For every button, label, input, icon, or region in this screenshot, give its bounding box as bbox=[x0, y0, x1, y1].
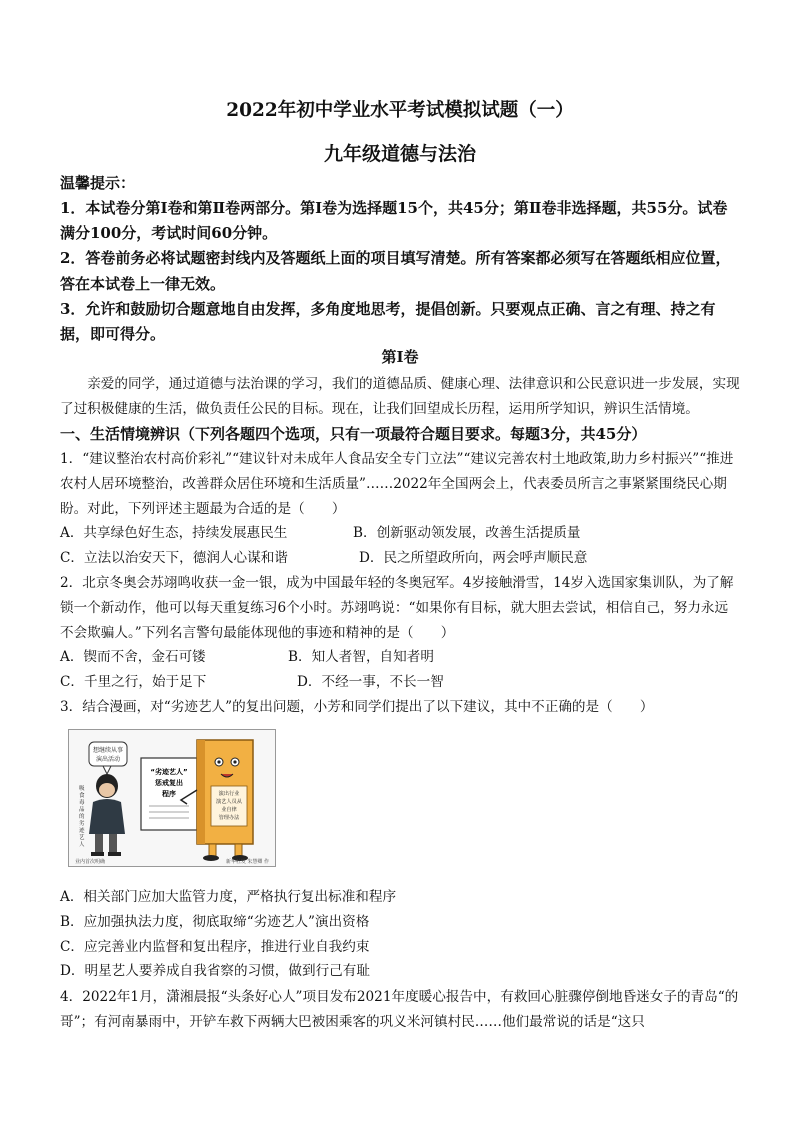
option-a: A．共享绿色好生态，持续发展惠民生 bbox=[60, 525, 288, 541]
doc-title-line3: 程序 bbox=[162, 790, 176, 798]
tips-heading: 温馨提示： bbox=[60, 174, 136, 192]
question-3-stem: 3．结合漫画，对“劣迹艺人”的复出问题，小芳和同学们提出了以下建议，其中不正确的是（ ） bbox=[60, 699, 654, 715]
side-label-1: 吸 bbox=[79, 786, 85, 792]
question-3-options bbox=[60, 885, 740, 984]
volume-title: 第Ⅰ卷 bbox=[381, 348, 419, 366]
option-b: B．知人者智，自知者明 bbox=[288, 649, 434, 665]
question-2-options bbox=[60, 645, 740, 694]
option-d: D．民之所望政所向，两会呼声顺民意 bbox=[359, 549, 588, 566]
book-text-line4: 管理办法 bbox=[218, 815, 240, 821]
book-text-line3: 业自律 bbox=[221, 807, 237, 813]
option-b: B．应加强执法力度，彻底取缔“劣迹艺人”演出资格 bbox=[60, 913, 370, 930]
side-label-8: 艺 bbox=[79, 835, 85, 841]
option-d: D．不经一事，不长一智 bbox=[297, 673, 444, 690]
option-c: C．立法以治安天下，德润人心谋和谐 bbox=[60, 549, 288, 566]
bubble-text-line1: 想继续从事 bbox=[92, 747, 124, 754]
doc-title-line1: “劣迹艺人” bbox=[150, 768, 188, 776]
side-label-2: 食 bbox=[79, 793, 85, 799]
side-label-7: 迹 bbox=[79, 828, 85, 834]
side-label-9: 人 bbox=[79, 842, 85, 848]
caption-left: 业内首次明确 bbox=[75, 859, 106, 865]
caption-right: 新华社发 朱慧卿 作 bbox=[225, 859, 269, 865]
tips-list bbox=[60, 196, 740, 347]
exam-title: 2022年初中学业水平考试模拟试题（一） bbox=[226, 100, 574, 121]
part-title: 一、生活情境辨识（下列各题四个选项，只有一项最符合题目要求。每题3分，共45分） bbox=[60, 425, 647, 443]
cartoon-illustration bbox=[69, 730, 275, 866]
tip-item: 2．答卷前务必将试题密封线内及答题纸上面的项目填写清楚。所有答案都必须写在答题纸相应位置，答在本试卷上一律无效。 bbox=[60, 249, 731, 293]
side-label-5: 的 bbox=[79, 814, 85, 820]
question-1-stem: 1．“建议整治农村高价彩礼”“建议针对未成年人食品安全专门立法”“建议完善农村土地政策,助力乡村振兴”“推进农村人居环境整治，改善群众居住环境和生活质量”……2022年全国两会上，代表委员所言之事紧紧围绕民心期盼。对此，下列评述主题最为合适的是（ ） bbox=[60, 451, 734, 517]
exam-subject: 九年级道德与法治 bbox=[323, 143, 476, 165]
question-2-stem: 2．北京冬奥会苏翊鸣收获一金一银，成为中国最年轻的冬奥冠军。4岁接触滑雪，14岁入选国家集训队，为了解锁一个新动作，他可以每天重复练习6个小时。苏翊鸣说：“如果你有目标，就大胆去尝试，相信自己，努力永远不会欺骗人。”下列名言警句最能体现他的事迹和精神的是（ ） bbox=[60, 575, 734, 641]
option-c: C．应完善业内监督和复出程序，推进行业自我约束 bbox=[60, 938, 370, 955]
option-a: A．锲而不舍，金石可镂 bbox=[60, 649, 206, 665]
side-label-6: 劣 bbox=[79, 821, 85, 827]
tip-item: 1．本试卷分第Ⅰ卷和第Ⅱ卷两部分。第Ⅰ卷为选择题15个，共45分；第Ⅱ卷非选择题，共55分。试卷满分100分，考试时间60分钟。 bbox=[60, 199, 728, 243]
volume-intro: 亲爱的同学，通过道德与法治课的学习，我们的道德品质、健康心理、法律意识和公民意识进一步发展，实现了过积极健康的生活，做负责任公民的目标。现在，让我们回望成长历程，运用所学知识，辨识生活情境。 bbox=[60, 376, 740, 417]
option-d: D．明星艺人要养成自我省察的习惯，做到行己有耻 bbox=[60, 963, 370, 980]
cartoon-image bbox=[68, 729, 276, 867]
tip-item: 3．允许和鼓励切合题意地自由发挥，多角度地思考，提倡创新。只要观点正确、言之有理、持之有据，即可得分。 bbox=[60, 299, 716, 344]
question-4-stem: 4．2022年1月，潇湘晨报“头条好心人”项目发布2021年度暖心报告中，有救回心脏骤停倒地昏迷女子的青岛“的哥”；有河南暴雨中，开铲车救下两辆大巴被困乘客的巩义米河镇村民……他们最常说的话是“这只 bbox=[60, 989, 739, 1030]
book-text-line1: 演出行业 bbox=[218, 791, 240, 797]
option-b: B．创新驱动领发展，改善生活提质量 bbox=[353, 525, 581, 541]
option-c: C．千里之行，始于足下 bbox=[60, 673, 207, 690]
doc-title-line2: 惩戒复出 bbox=[155, 779, 183, 787]
side-label-4: 品 bbox=[79, 807, 85, 813]
side-label-3: 毒 bbox=[79, 800, 85, 806]
option-a: A．相关部门应加大监管力度，严格执行复出标准和程序 bbox=[60, 889, 397, 905]
question-1-options bbox=[60, 521, 740, 570]
book-text-line2: 演艺人员从 bbox=[216, 799, 242, 805]
bubble-text-line2: 演出活动 bbox=[95, 756, 121, 763]
